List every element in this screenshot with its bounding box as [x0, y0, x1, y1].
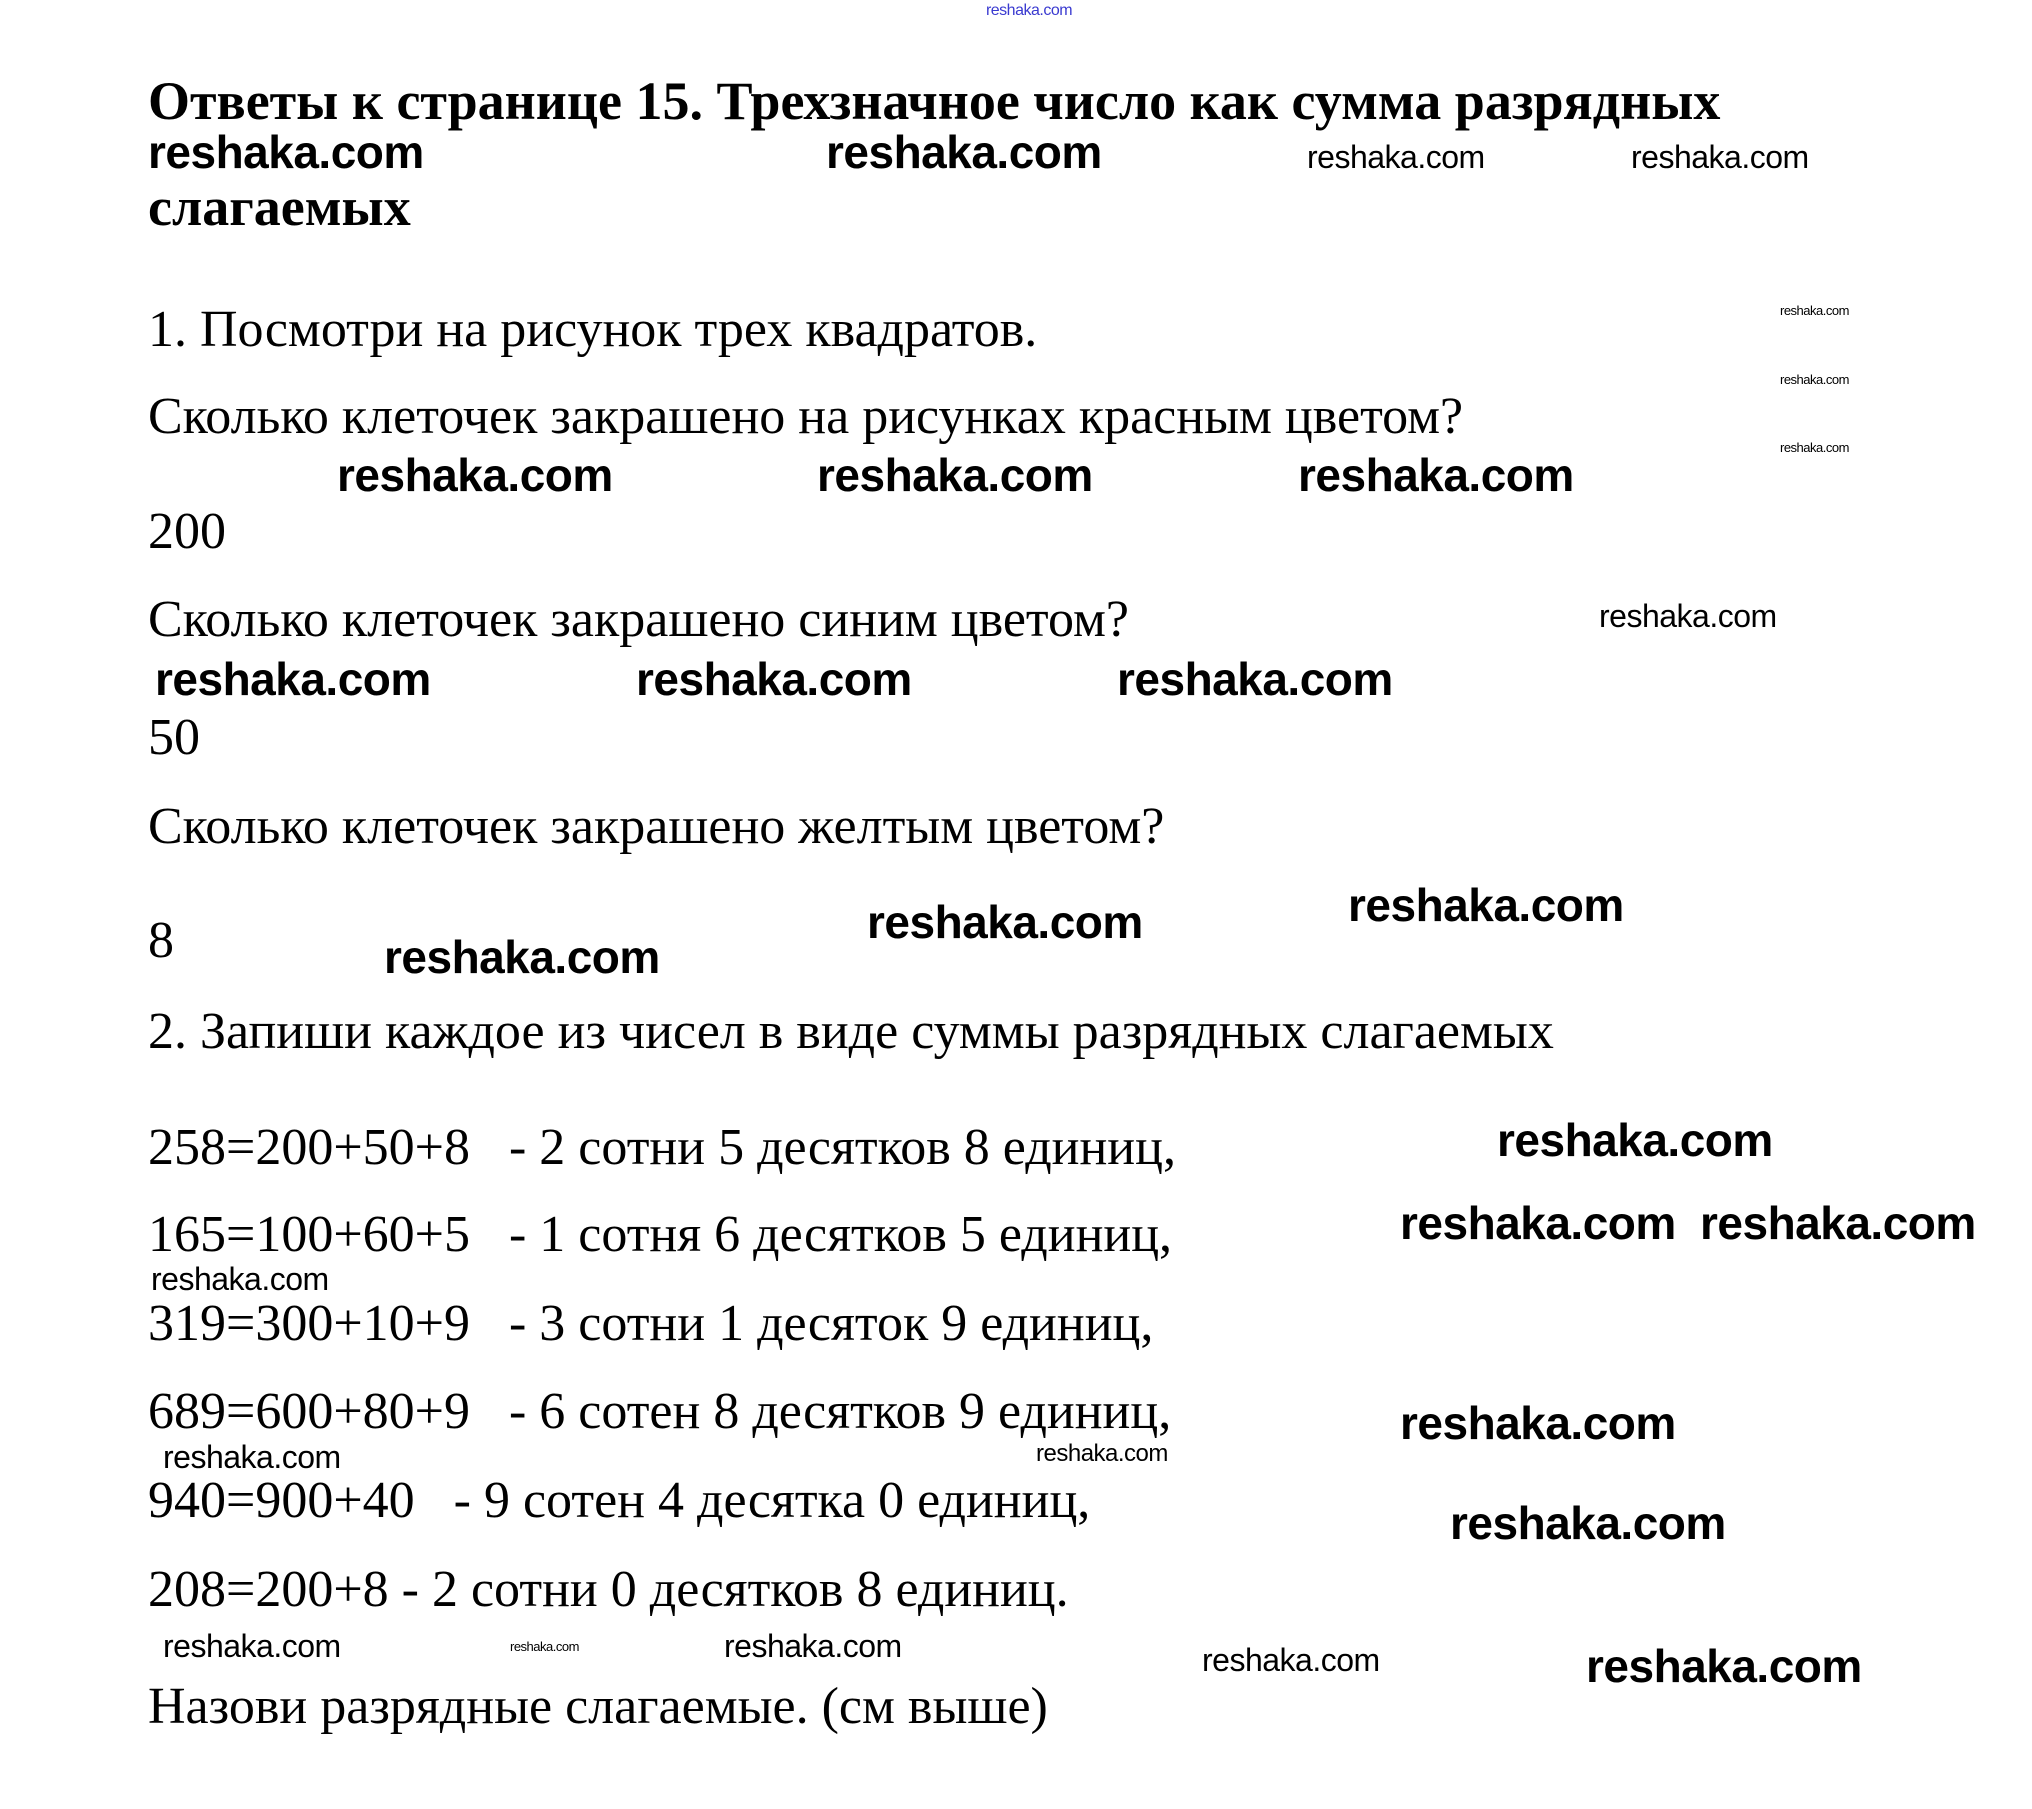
task2-footer: Назови разрядные слагаемые. (см выше)	[148, 1678, 1048, 1735]
watermark: reshaka.com	[724, 1628, 902, 1664]
watermark: reshaka.com	[1497, 1114, 1773, 1166]
watermark: reshaka.com	[510, 1639, 579, 1654]
watermark: reshaka.com	[151, 1261, 329, 1297]
decomposition-line: 319=300+10+9 - 3 сотни 1 десяток 9 единиц,	[148, 1295, 1154, 1352]
decomposition-line: 165=100+60+5 - 1 сотня 6 десятков 5 единиц,	[148, 1206, 1173, 1263]
watermark: reshaka.com	[163, 1628, 341, 1664]
watermark: reshaka.com	[1400, 1197, 1676, 1249]
watermark: reshaka.com	[1631, 139, 1809, 175]
watermark: reshaka.com	[1400, 1397, 1676, 1449]
decomposition-line: 208=200+8 - 2 сотни 0 десятков 8 единиц.	[148, 1561, 1069, 1618]
watermark: reshaka.com	[1307, 139, 1485, 175]
decomposition-line: 689=600+80+9 - 6 сотен 8 десятков 9 единиц,	[148, 1383, 1172, 1440]
watermark: reshaka.com	[1298, 449, 1574, 501]
watermark: reshaka.com	[1117, 653, 1393, 705]
task1-heading: 1. Посмотри на рисунок трех квадратов.	[148, 301, 1038, 358]
watermark: reshaka.com	[826, 126, 1102, 178]
watermark: reshaka.com	[337, 449, 613, 501]
watermark: reshaka.com	[1599, 598, 1777, 634]
question-red: Сколько клеточек закрашено на рисунках красным цветом?	[148, 388, 1464, 445]
watermark: reshaka.com	[817, 449, 1093, 501]
question-yellow: Сколько клеточек закрашено желтым цветом?	[148, 798, 1165, 855]
watermark: reshaka.com	[384, 931, 660, 983]
watermark: reshaka.com	[1036, 1440, 1168, 1467]
watermark: reshaka.com	[155, 653, 431, 705]
page-title-line2: слагаемых	[148, 177, 411, 237]
task2-heading: 2. Запиши каждое из чисел в виде суммы разрядных слагаемых	[148, 1003, 1554, 1060]
decomposition-line: 940=900+40 - 9 сотен 4 десятка 0 единиц,	[148, 1472, 1091, 1529]
watermark: reshaka.com	[148, 126, 424, 178]
answer-blue: 50	[148, 709, 200, 766]
answer-red: 200	[148, 503, 226, 560]
question-blue: Сколько клеточек закрашено синим цветом?	[148, 591, 1129, 648]
watermark: reshaka.com	[1450, 1497, 1726, 1549]
watermark: reshaka.com	[1780, 303, 1849, 318]
decomposition-line: 258=200+50+8 - 2 сотни 5 десятков 8 единиц,	[148, 1119, 1176, 1176]
watermark: reshaka.com	[636, 653, 912, 705]
watermark: reshaka.com	[867, 896, 1143, 948]
watermark: reshaka.com	[1780, 372, 1849, 387]
watermark: reshaka.com	[1586, 1640, 1862, 1692]
watermark: reshaka.com	[1700, 1197, 1976, 1249]
header-watermark-link[interactable]: reshaka.com	[985, 2, 1073, 19]
answer-yellow: 8	[148, 912, 174, 969]
watermark: reshaka.com	[1202, 1642, 1380, 1678]
watermark: reshaka.com	[1780, 440, 1849, 455]
watermark: reshaka.com	[163, 1439, 341, 1475]
page-title-line1: Ответы к странице 15. Трехзначное число как сумма разрядных	[148, 71, 1721, 131]
watermark: reshaka.com	[1348, 879, 1624, 931]
